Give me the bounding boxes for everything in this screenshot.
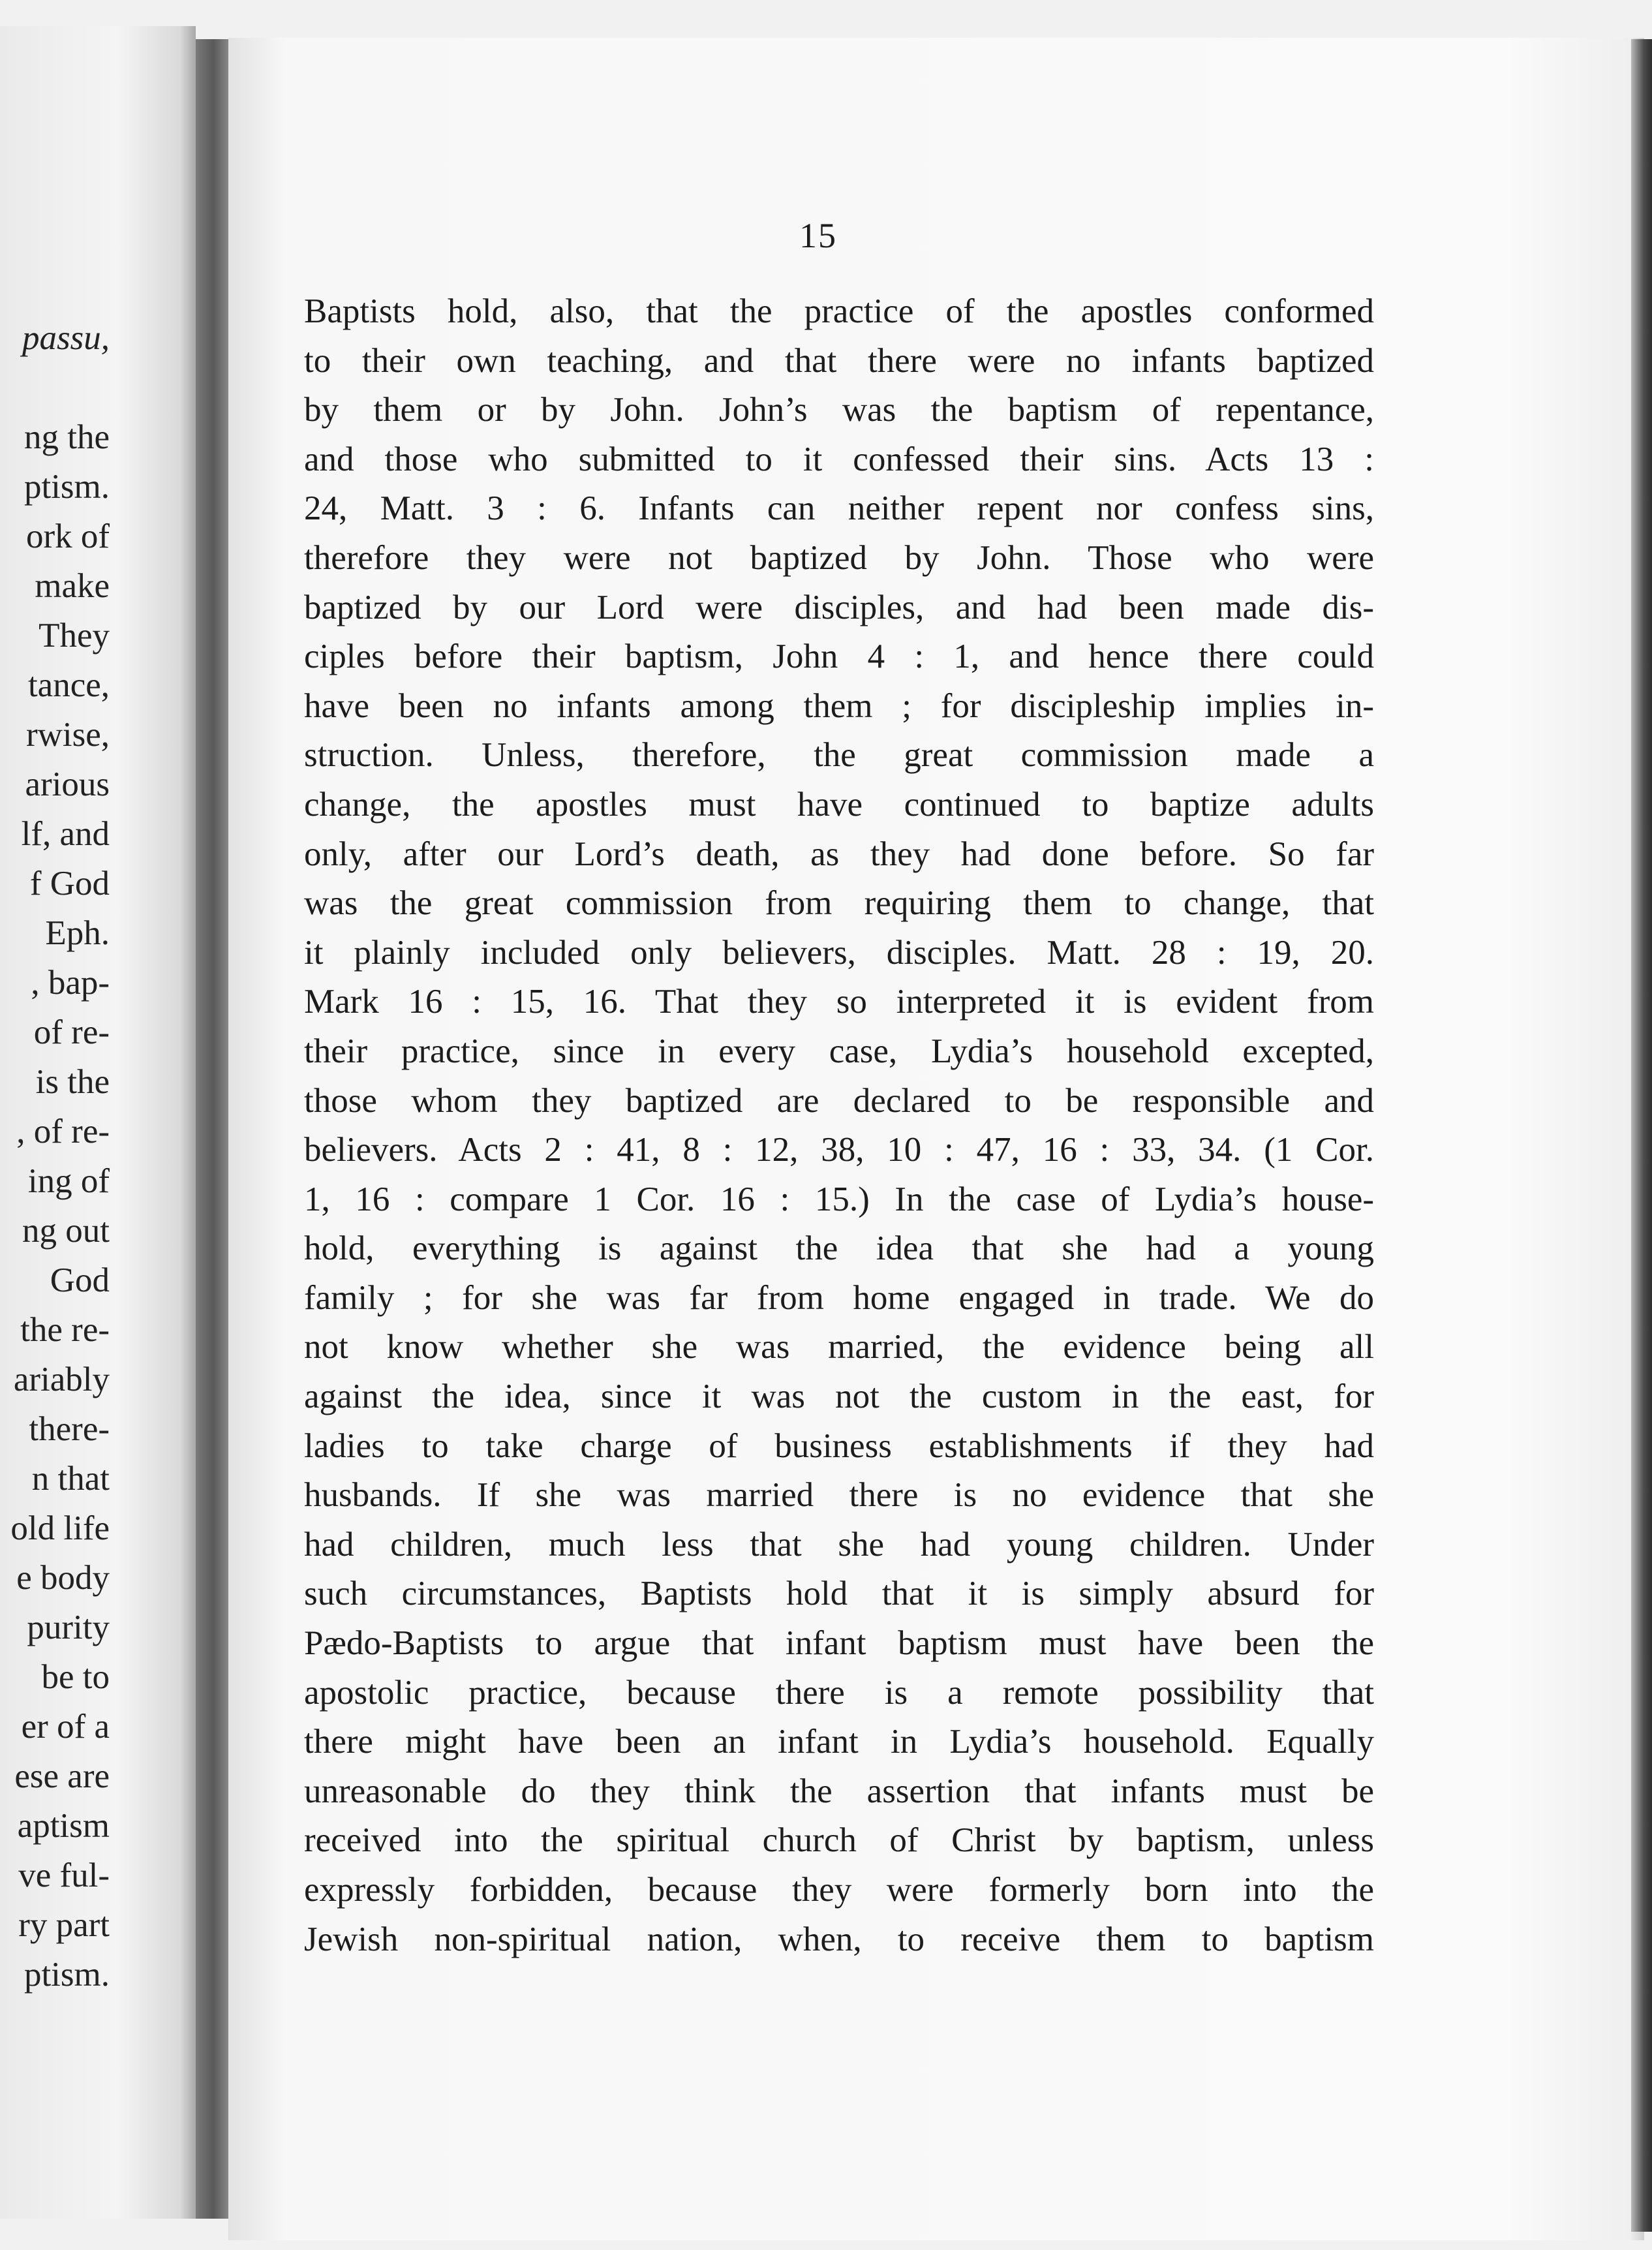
left-line: e body — [16, 1559, 110, 1597]
left-line: ry part — [18, 1906, 110, 1944]
text-line: expressly forbidden, because they were formerly born into the — [304, 1871, 1374, 1909]
left-line: rwise, — [25, 716, 110, 754]
left-line: make — [35, 567, 110, 605]
left-line: purity — [27, 1609, 110, 1646]
text-line: baptized by our Lord were disciples, and had been made dis- — [304, 588, 1374, 626]
page-edges — [1631, 39, 1652, 2232]
text-line: have been no infants among them ; for discipleship implies in- — [304, 686, 1374, 725]
text-line: had children, much less that she had young children. Under — [304, 1525, 1374, 1564]
text-line: Pædo-Baptists to argue that infant baptism must have been the — [304, 1624, 1374, 1663]
previous-page-text — [7, 313, 196, 1999]
left-line: f God — [29, 865, 110, 902]
text-line: ladies to take charge of business establishments if they had — [304, 1426, 1374, 1465]
text-line: not know whether she was married, the evidence being all — [304, 1328, 1374, 1366]
text-line: 24, Matt. 3 : 6. Infants can neither repent nor confess sins, — [304, 489, 1374, 528]
text-line: those whom they baptized are declared to be responsible and — [304, 1081, 1374, 1120]
text-line: their practice, since in every case, Lydia’s household excepted, — [304, 1032, 1374, 1070]
text-line: received into the spiritual church of Christ by baptism, unless — [304, 1821, 1374, 1860]
left-line: ptism. — [23, 468, 110, 506]
left-line: God — [50, 1261, 110, 1299]
text-line: hold, everything is against the idea that she had a young — [304, 1229, 1374, 1268]
text-line: struction. Unless, therefore, the great commission made a — [304, 736, 1374, 775]
left-line: lf, and — [21, 815, 110, 853]
text-line: therefore they were not baptized by John. Those who were — [304, 538, 1374, 577]
text-line: husbands. If she was married there is no evidence that she — [304, 1476, 1374, 1515]
left-line: ese are — [14, 1757, 110, 1795]
left-line: is the — [35, 1063, 110, 1101]
left-line: passu, — [22, 319, 110, 357]
left-line: er of a — [21, 1708, 110, 1746]
left-line: ng the — [24, 418, 110, 456]
text-line: family ; for she was far from home engaged in trade. We do — [304, 1278, 1374, 1317]
text-line: such circumstances, Baptists hold that it is simply absurd for — [304, 1575, 1374, 1613]
left-line: , bap- — [31, 964, 110, 1002]
body-text — [304, 287, 1374, 1964]
text-line: and those who submitted to it confessed their sins. Acts 13 : — [304, 440, 1374, 478]
text-line: Jewish non-spiritual nation, when, to receive them to baptism — [304, 1920, 1374, 1958]
left-line: ng out — [22, 1212, 110, 1250]
left-line: aptism — [17, 1807, 110, 1845]
left-line — [7, 363, 196, 412]
text-line: change, the apostles must have continued to baptize adults — [304, 785, 1374, 824]
left-line: old life — [10, 1509, 110, 1547]
text-line: only, after our Lord’s death, as they had done before. So far — [304, 835, 1374, 873]
text-line: 1, 16 : compare 1 Cor. 16 : 15.) In the case of Lydia’s house- — [304, 1180, 1374, 1218]
text-line: against the idea, since it was not the custom in the east, for — [304, 1378, 1374, 1416]
left-line: ing of — [27, 1162, 110, 1200]
text-line: Baptists hold, also, that the practice of the apostles conformed — [304, 292, 1374, 330]
text-line: it plainly included only believers, disciples. Matt. 28 : 19, 20. — [304, 933, 1374, 972]
text-line: there might have been an infant in Lydia’s household. Equally — [304, 1723, 1374, 1761]
previous-page — [0, 26, 196, 2219]
left-line: the re- — [20, 1311, 110, 1349]
left-line: Eph. — [45, 914, 110, 952]
left-line: there- — [29, 1410, 110, 1448]
text-line: believers. Acts 2 : 41, 8 : 12, 38, 10 : 47, 16 : 33, 34. (1 Cor. — [304, 1131, 1374, 1169]
left-line: ork of — [25, 517, 110, 555]
left-line: tance, — [27, 666, 110, 704]
left-line: arious — [25, 765, 110, 803]
text-line: apostolic practice, because there is a remote possibility that — [304, 1673, 1374, 1712]
left-line: be to — [41, 1658, 110, 1696]
left-line: They — [38, 617, 110, 655]
page-number: 15 — [799, 216, 837, 255]
left-line: of re- — [33, 1013, 110, 1051]
text-line: was the great commission from requiring them to change, that — [304, 884, 1374, 923]
text-line: ciples before their baptism, John 4 : 1, and hence there could — [304, 638, 1374, 676]
text-line: Mark 16 : 15, 16. That they so interpreted it is evident from — [304, 983, 1374, 1021]
left-line: ptism. — [23, 1956, 110, 1994]
left-line: ariably — [13, 1361, 110, 1398]
left-line: , of re- — [16, 1113, 110, 1150]
text-line: by them or by John. John’s was the baptism of repentance, — [304, 391, 1374, 429]
text-line: to their own teaching, and that there were no infants baptized — [304, 341, 1374, 380]
left-line: n that — [31, 1460, 110, 1498]
left-line: ve ful- — [18, 1857, 110, 1894]
text-line: unreasonable do they think the assertion that infants must be — [304, 1772, 1374, 1810]
